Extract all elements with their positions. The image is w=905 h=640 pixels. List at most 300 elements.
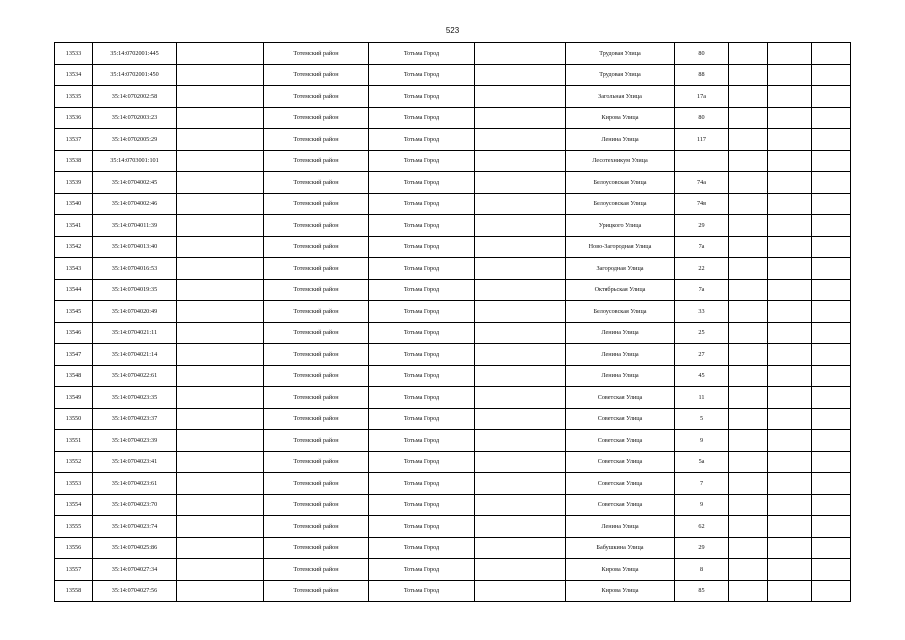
street-cell: Ленина Улица (566, 129, 675, 151)
locality-cell: Тотьма Город (369, 215, 475, 237)
empty-cell (812, 365, 851, 387)
empty-cell (729, 516, 768, 538)
empty-cell (475, 473, 566, 495)
cadastral-number-cell: 35:14:0704023:74 (93, 516, 177, 538)
row-number-cell: 13550 (55, 408, 93, 430)
empty-cell (768, 344, 812, 366)
empty-cell (812, 516, 851, 538)
house-number-cell (675, 150, 729, 172)
empty-cell (177, 537, 264, 559)
house-number-cell: 7а (675, 279, 729, 301)
empty-cell (768, 559, 812, 581)
house-number-cell: 85 (675, 580, 729, 602)
empty-cell (812, 451, 851, 473)
street-cell: Советская Улица (566, 387, 675, 409)
locality-cell: Тотьма Город (369, 279, 475, 301)
street-cell: Советская Улица (566, 494, 675, 516)
street-cell: Белоусовская Улица (566, 193, 675, 215)
district-cell: Тотемский район (264, 322, 369, 344)
row-number-cell: 13554 (55, 494, 93, 516)
district-cell: Тотемский район (264, 580, 369, 602)
row-number-cell: 13555 (55, 516, 93, 538)
street-cell: Ново-Загородная Улица (566, 236, 675, 258)
table-row (55, 559, 851, 581)
street-cell: Советская Улица (566, 451, 675, 473)
cadastral-number-cell: 35:14:0704019:35 (93, 279, 177, 301)
locality-cell: Тотьма Город (369, 387, 475, 409)
empty-cell (177, 172, 264, 194)
table-row (55, 172, 851, 194)
empty-cell (475, 43, 566, 65)
table-row (55, 301, 851, 323)
empty-cell (475, 301, 566, 323)
empty-cell (768, 322, 812, 344)
table-row (55, 150, 851, 172)
table-row (55, 430, 851, 452)
empty-cell (812, 64, 851, 86)
locality-cell: Тотьма Город (369, 365, 475, 387)
empty-cell (812, 473, 851, 495)
empty-cell (177, 193, 264, 215)
empty-cell (177, 43, 264, 65)
empty-cell (812, 150, 851, 172)
empty-cell (729, 344, 768, 366)
empty-cell (729, 150, 768, 172)
empty-cell (768, 236, 812, 258)
empty-cell (729, 365, 768, 387)
street-cell: Лесотехникум Улица (566, 150, 675, 172)
empty-cell (729, 537, 768, 559)
empty-cell (475, 516, 566, 538)
empty-cell (177, 516, 264, 538)
empty-cell (812, 107, 851, 129)
locality-cell: Тотьма Город (369, 473, 475, 495)
cadastral-number-cell: 35:14:0704011:39 (93, 215, 177, 237)
empty-cell (177, 301, 264, 323)
table-row (55, 129, 851, 151)
cadastral-number-cell: 35:14:0702001:445 (93, 43, 177, 65)
empty-cell (177, 580, 264, 602)
house-number-cell: 7 (675, 473, 729, 495)
house-number-cell: 11 (675, 387, 729, 409)
district-cell: Тотемский район (264, 559, 369, 581)
house-number-cell: 33 (675, 301, 729, 323)
locality-cell: Тотьма Город (369, 193, 475, 215)
empty-cell (475, 172, 566, 194)
empty-cell (177, 64, 264, 86)
empty-cell (729, 580, 768, 602)
table-row (55, 494, 851, 516)
district-cell: Тотемский район (264, 408, 369, 430)
row-number-cell: 13536 (55, 107, 93, 129)
empty-cell (768, 107, 812, 129)
empty-cell (177, 129, 264, 151)
cadastral-number-cell: 35:14:0704023:35 (93, 387, 177, 409)
house-number-cell: 22 (675, 258, 729, 280)
empty-cell (177, 150, 264, 172)
empty-cell (729, 64, 768, 86)
row-number-cell: 13534 (55, 64, 93, 86)
cadastral-number-cell: 35:14:0704021:11 (93, 322, 177, 344)
empty-cell (729, 451, 768, 473)
locality-cell: Тотьма Город (369, 559, 475, 581)
locality-cell: Тотьма Город (369, 494, 475, 516)
district-cell: Тотемский район (264, 344, 369, 366)
house-number-cell: 25 (675, 322, 729, 344)
house-number-cell: 80 (675, 43, 729, 65)
empty-cell (768, 301, 812, 323)
street-cell: Октябрьская Улица (566, 279, 675, 301)
table-row (55, 365, 851, 387)
table-row (55, 107, 851, 129)
empty-cell (768, 279, 812, 301)
empty-cell (177, 258, 264, 280)
empty-cell (177, 344, 264, 366)
locality-cell: Тотьма Город (369, 322, 475, 344)
house-number-cell: 29 (675, 537, 729, 559)
street-cell: Ленина Улица (566, 344, 675, 366)
street-cell: Трудовая Улица (566, 43, 675, 65)
empty-cell (177, 430, 264, 452)
empty-cell (768, 580, 812, 602)
empty-cell (768, 215, 812, 237)
cadastral-number-cell: 35:14:0702001:450 (93, 64, 177, 86)
cadastral-number-cell: 35:14:0704021:14 (93, 344, 177, 366)
table-row (55, 279, 851, 301)
house-number-cell: 5 (675, 408, 729, 430)
empty-cell (768, 258, 812, 280)
empty-cell (475, 322, 566, 344)
district-cell: Тотемский район (264, 430, 369, 452)
locality-cell: Тотьма Город (369, 580, 475, 602)
row-number-cell: 13549 (55, 387, 93, 409)
street-cell: Кирова Улица (566, 107, 675, 129)
empty-cell (475, 236, 566, 258)
row-number-cell: 13538 (55, 150, 93, 172)
empty-cell (177, 236, 264, 258)
cadastral-number-cell: 35:14:0704020:49 (93, 301, 177, 323)
cadastral-number-cell: 35:14:0704013:40 (93, 236, 177, 258)
row-number-cell: 13540 (55, 193, 93, 215)
table-row (55, 473, 851, 495)
house-number-cell: 8 (675, 559, 729, 581)
empty-cell (475, 86, 566, 108)
empty-cell (768, 516, 812, 538)
cadastral-number-cell: 35:14:0704023:70 (93, 494, 177, 516)
page-number: 523 (445, 26, 460, 35)
street-cell: Белоусовская Улица (566, 172, 675, 194)
street-cell: Советская Улица (566, 430, 675, 452)
district-cell: Тотемский район (264, 365, 369, 387)
empty-cell (729, 559, 768, 581)
empty-cell (768, 129, 812, 151)
house-number-cell: 88 (675, 64, 729, 86)
locality-cell: Тотьма Город (369, 86, 475, 108)
cadastral-number-cell: 35:14:0702002:58 (93, 86, 177, 108)
empty-cell (812, 258, 851, 280)
district-cell: Тотемский район (264, 107, 369, 129)
empty-cell (812, 494, 851, 516)
cadastral-number-cell: 35:14:0704027:34 (93, 559, 177, 581)
empty-cell (729, 322, 768, 344)
empty-cell (812, 301, 851, 323)
empty-cell (812, 236, 851, 258)
locality-cell: Тотьма Город (369, 537, 475, 559)
empty-cell (475, 150, 566, 172)
empty-cell (768, 537, 812, 559)
table-row (55, 236, 851, 258)
row-number-cell: 13533 (55, 43, 93, 65)
row-number-cell: 13558 (55, 580, 93, 602)
locality-cell: Тотьма Город (369, 516, 475, 538)
cadastral-number-cell: 35:14:0703001:101 (93, 150, 177, 172)
district-cell: Тотемский район (264, 236, 369, 258)
empty-cell (475, 129, 566, 151)
empty-cell (475, 451, 566, 473)
empty-cell (729, 86, 768, 108)
locality-cell: Тотьма Город (369, 344, 475, 366)
empty-cell (475, 107, 566, 129)
empty-cell (475, 559, 566, 581)
locality-cell: Тотьма Город (369, 451, 475, 473)
empty-cell (768, 150, 812, 172)
table-row (55, 344, 851, 366)
cadastral-number-cell: 35:14:0704023:37 (93, 408, 177, 430)
cadastral-number-cell: 35:14:0704002:46 (93, 193, 177, 215)
row-number-cell: 13537 (55, 129, 93, 151)
empty-cell (768, 64, 812, 86)
table-row (55, 322, 851, 344)
empty-cell (812, 408, 851, 430)
cadastral-number-cell: 35:14:0704002:45 (93, 172, 177, 194)
street-cell: Ленина Улица (566, 516, 675, 538)
row-number-cell: 13545 (55, 301, 93, 323)
row-number-cell: 13557 (55, 559, 93, 581)
district-cell: Тотемский район (264, 494, 369, 516)
cadastral-number-cell: 35:14:0704016:53 (93, 258, 177, 280)
district-cell: Тотемский район (264, 215, 369, 237)
empty-cell (812, 580, 851, 602)
locality-cell: Тотьма Город (369, 150, 475, 172)
table-row (55, 537, 851, 559)
street-cell: Трудовая Улица (566, 64, 675, 86)
house-number-cell: 74а (675, 172, 729, 194)
table-row (55, 387, 851, 409)
empty-cell (768, 408, 812, 430)
cadastral-number-cell: 35:14:0704023:39 (93, 430, 177, 452)
row-number-cell: 13553 (55, 473, 93, 495)
district-cell: Тотемский район (264, 451, 369, 473)
locality-cell: Тотьма Город (369, 430, 475, 452)
district-cell: Тотемский район (264, 301, 369, 323)
table-row (55, 258, 851, 280)
empty-cell (177, 279, 264, 301)
row-number-cell: 13535 (55, 86, 93, 108)
cadastral-number-cell: 35:14:0704025:86 (93, 537, 177, 559)
cadastral-number-cell: 35:14:0704023:61 (93, 473, 177, 495)
empty-cell (729, 193, 768, 215)
empty-cell (177, 365, 264, 387)
empty-cell (812, 430, 851, 452)
empty-cell (729, 430, 768, 452)
house-number-cell: 9 (675, 430, 729, 452)
empty-cell (475, 193, 566, 215)
district-cell: Тотемский район (264, 193, 369, 215)
row-number-cell: 13548 (55, 365, 93, 387)
empty-cell (177, 451, 264, 473)
empty-cell (729, 107, 768, 129)
street-cell: Загородная Улица (566, 258, 675, 280)
empty-cell (177, 322, 264, 344)
empty-cell (812, 193, 851, 215)
empty-cell (475, 494, 566, 516)
district-cell: Тотемский район (264, 129, 369, 151)
empty-cell (475, 64, 566, 86)
locality-cell: Тотьма Город (369, 43, 475, 65)
street-cell: Советская Улица (566, 473, 675, 495)
empty-cell (768, 86, 812, 108)
empty-cell (812, 172, 851, 194)
cadastral-number-cell: 35:14:0704027:56 (93, 580, 177, 602)
row-number-cell: 13544 (55, 279, 93, 301)
table-row (55, 193, 851, 215)
empty-cell (812, 279, 851, 301)
empty-cell (177, 215, 264, 237)
empty-cell (768, 473, 812, 495)
empty-cell (768, 365, 812, 387)
locality-cell: Тотьма Город (369, 301, 475, 323)
empty-cell (729, 408, 768, 430)
street-cell: Ленина Улица (566, 322, 675, 344)
empty-cell (729, 172, 768, 194)
empty-cell (177, 559, 264, 581)
row-number-cell: 13539 (55, 172, 93, 194)
house-number-cell: 29 (675, 215, 729, 237)
house-number-cell: 62 (675, 516, 729, 538)
empty-cell (475, 258, 566, 280)
empty-cell (475, 408, 566, 430)
locality-cell: Тотьма Город (369, 64, 475, 86)
row-number-cell: 13541 (55, 215, 93, 237)
empty-cell (812, 215, 851, 237)
street-cell: Советская Улица (566, 408, 675, 430)
locality-cell: Тотьма Город (369, 408, 475, 430)
empty-cell (177, 494, 264, 516)
district-cell: Тотемский район (264, 86, 369, 108)
table-row (55, 451, 851, 473)
empty-cell (475, 344, 566, 366)
empty-cell (768, 193, 812, 215)
empty-cell (475, 387, 566, 409)
district-cell: Тотемский район (264, 150, 369, 172)
table-row (55, 43, 851, 65)
locality-cell: Тотьма Город (369, 258, 475, 280)
house-number-cell: 74в (675, 193, 729, 215)
empty-cell (812, 129, 851, 151)
house-number-cell: 80 (675, 107, 729, 129)
street-cell: Ленина Улица (566, 365, 675, 387)
empty-cell (812, 344, 851, 366)
cadastral-number-cell: 35:14:0702005:29 (93, 129, 177, 151)
house-number-cell: 27 (675, 344, 729, 366)
empty-cell (729, 494, 768, 516)
street-cell: Урицкого Улица (566, 215, 675, 237)
empty-cell (475, 537, 566, 559)
locality-cell: Тотьма Город (369, 236, 475, 258)
row-number-cell: 13552 (55, 451, 93, 473)
empty-cell (177, 86, 264, 108)
empty-cell (768, 494, 812, 516)
district-cell: Тотемский район (264, 516, 369, 538)
table-body (55, 43, 851, 602)
district-cell: Тотемский район (264, 387, 369, 409)
row-number-cell: 13543 (55, 258, 93, 280)
empty-cell (475, 279, 566, 301)
street-cell: Загольная Улица (566, 86, 675, 108)
cadastral-number-cell: 35:14:0704022:61 (93, 365, 177, 387)
empty-cell (812, 322, 851, 344)
empty-cell (768, 387, 812, 409)
table-row (55, 64, 851, 86)
empty-cell (812, 387, 851, 409)
empty-cell (768, 43, 812, 65)
empty-cell (812, 43, 851, 65)
locality-cell: Тотьма Город (369, 107, 475, 129)
empty-cell (812, 537, 851, 559)
table-row (55, 580, 851, 602)
row-number-cell: 13546 (55, 322, 93, 344)
row-number-cell: 13551 (55, 430, 93, 452)
house-number-cell: 9 (675, 494, 729, 516)
district-cell: Тотемский район (264, 473, 369, 495)
district-cell: Тотемский район (264, 64, 369, 86)
empty-cell (729, 387, 768, 409)
table-row (55, 215, 851, 237)
empty-cell (729, 43, 768, 65)
empty-cell (729, 215, 768, 237)
cadastral-number-cell: 35:14:0702003:23 (93, 107, 177, 129)
house-number-cell: 45 (675, 365, 729, 387)
table-row (55, 408, 851, 430)
table-row (55, 516, 851, 538)
empty-cell (812, 559, 851, 581)
empty-cell (177, 473, 264, 495)
street-cell: Белоусовская Улица (566, 301, 675, 323)
empty-cell (729, 129, 768, 151)
empty-cell (475, 430, 566, 452)
district-cell: Тотемский район (264, 172, 369, 194)
empty-cell (177, 107, 264, 129)
street-cell: Кирова Улица (566, 559, 675, 581)
row-number-cell: 13542 (55, 236, 93, 258)
district-cell: Тотемский район (264, 537, 369, 559)
district-cell: Тотемский район (264, 43, 369, 65)
cadastral-number-cell: 35:14:0704023:41 (93, 451, 177, 473)
empty-cell (475, 365, 566, 387)
empty-cell (177, 408, 264, 430)
table-row (55, 86, 851, 108)
empty-cell (768, 451, 812, 473)
empty-cell (729, 258, 768, 280)
house-number-cell: 17а (675, 86, 729, 108)
district-cell: Тотемский район (264, 279, 369, 301)
empty-cell (729, 473, 768, 495)
empty-cell (812, 86, 851, 108)
district-cell: Тотемский район (264, 258, 369, 280)
empty-cell (177, 387, 264, 409)
street-cell: Бабушкина Улица (566, 537, 675, 559)
empty-cell (729, 236, 768, 258)
